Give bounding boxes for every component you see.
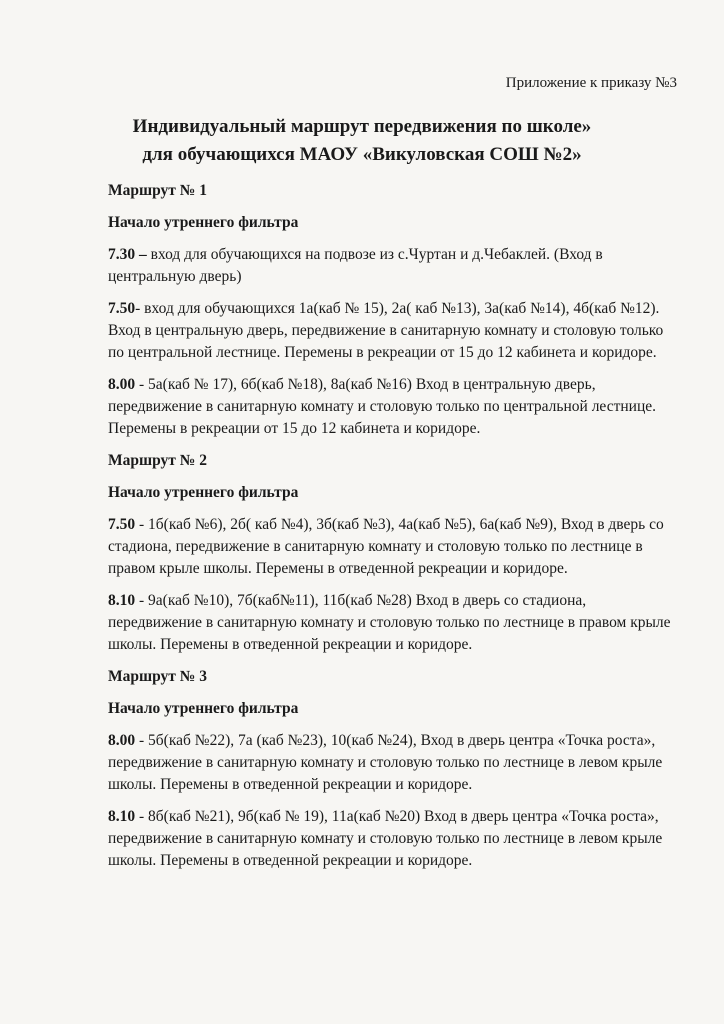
item-separator: – [135, 246, 151, 263]
appendix-label: Приложение к приказу №3 [505, 75, 677, 91]
item-time: 8.00 [108, 732, 136, 749]
title-line-2: для обучающихся МАОУ «Викуловская СОШ №2» [142, 144, 582, 165]
item-text: вход для обучающихся 1а(каб № 15), 2а( каб №13), 3а(каб №14), 4б(каб №12). Вход в центральную дверь, передвижение в санитарную комнату и столовую только по центральной лестнице. Перемены в рекреации от 15 до 12 кабинета и коридоре. [108, 300, 664, 361]
item-separator: - [135, 592, 149, 609]
document-body [108, 180, 680, 882]
item-time: 7.50 [108, 300, 136, 317]
item-time: 8.00 [108, 376, 136, 393]
route-1-item-3 [108, 374, 680, 440]
item-text: 8б(каб №21), 9б(каб № 19), 11а(каб №20) Вход в дверь центра «Точка роста», передвижение в санитарную комнату и столовую только по лестнице в левом крыле школы. Перемены в отведенной рекреации и коридоре. [108, 808, 663, 869]
route-3-item-2 [108, 806, 680, 872]
item-text: 5б(каб №22), 7а (каб №23), 10(каб №24), Вход в дверь центра «Точка роста», передвижение в санитарную комнату и столовую только по лестнице в левом крыле школы. Перемены в отведенной рекреации и коридоре. [108, 732, 663, 793]
item-text: 9а(каб №10), 7б(каб№11), 11б(каб №28) Вход в дверь со стадиона, передвижение в санитарную комнату и столовую только по лестнице в правом крыле школы. Перемены в отведенной рекреации и коридоре. [108, 592, 671, 653]
route-1-item-2 [108, 298, 680, 364]
item-text: 1б(каб №6), 2б( каб №4), 3б(каб №3), 4а(каб №5), 6а(каб №9), Вход в дверь со стадиона, передвижение в санитарную комнату и столовую только по лестнице в правом крыле школы. Перемены в отведенной рекреации и коридоре. [108, 516, 664, 577]
item-time: 8.10 [108, 808, 136, 825]
item-separator: - [135, 376, 149, 393]
route-3-filter-heading: Начало утреннего фильтра [108, 700, 299, 717]
route-1-item-1 [108, 244, 680, 288]
item-text: 5а(каб № 17), 6б(каб №18), 8а(каб №16) Вход в центральную дверь, передвижение в санитарную комнату и столовую только по центральной лестнице. Перемены в рекреации от 15 до 12 кабинета и коридоре. [108, 376, 656, 437]
route-2-item-1 [108, 514, 680, 580]
route-1-filter-heading: Начало утреннего фильтра [108, 214, 299, 231]
route-2-item-2 [108, 590, 680, 656]
item-time: 8.10 [108, 592, 136, 609]
item-separator: - [135, 808, 149, 825]
route-3-item-1 [108, 730, 680, 796]
route-2-filter-heading: Начало утреннего фильтра [108, 484, 299, 501]
item-separator: - [135, 732, 149, 749]
title-line-1: Индивидуальный маршрут передвижения по школе» [132, 116, 592, 137]
route-3-title: Маршрут № 3 [108, 668, 207, 685]
item-text: вход для обучающихся на подвозе из с.Чуртан и д.Чебаклей. (Вход в центральную дверь) [108, 246, 603, 285]
route-2-title: Маршрут № 2 [108, 452, 207, 469]
item-time: 7.50 [108, 516, 136, 533]
item-separator: - [135, 300, 145, 317]
route-1-title: Маршрут № 1 [108, 182, 207, 199]
item-time: 7.30 [108, 246, 136, 263]
item-separator: - [135, 516, 149, 533]
document-title [0, 113, 724, 169]
